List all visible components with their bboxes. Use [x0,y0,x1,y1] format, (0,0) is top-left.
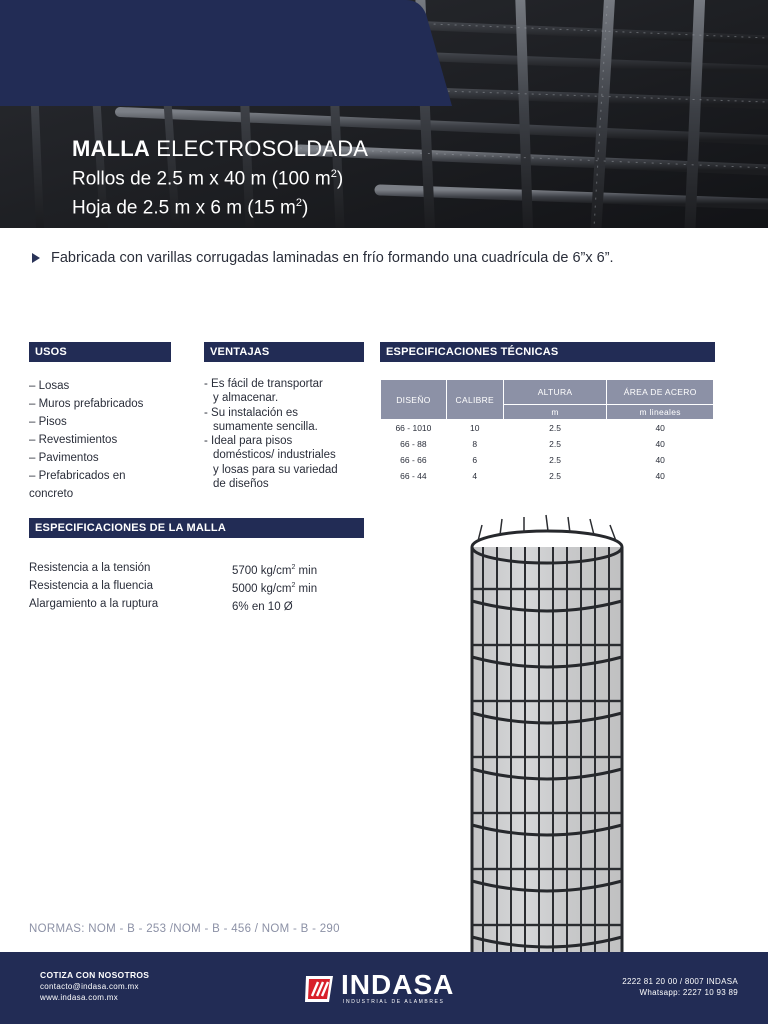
malla-spec-row [29,595,317,613]
table-cell: 40 [655,438,665,449]
table-row [381,468,714,484]
th-unit-m-lineales: m lineales [607,405,714,420]
footer-phones [622,976,738,998]
hero-banner [0,0,768,228]
ventajas-line: - Su instalación es [204,406,298,419]
hero-title-panel [0,0,452,106]
table-cell: 66 - 66 [400,454,427,465]
section-ventajas-header: VENTAJAS [204,342,364,362]
footer-contact [40,970,149,1003]
spec-label: Resistencia a la fluencia [29,580,154,592]
cta-heading: COTIZA CON NOSOTROS [40,970,150,980]
roll-size: Rollos de 2.5 m x 40 m (100 $m^2$) [72,168,344,190]
phone-number[interactable]: 2222 81 20 00 / 8007 INDASA [622,977,738,986]
ventajas-line: domésticos/ industriales [213,449,336,462]
mesh-roll-image [462,505,634,952]
whatsapp-number[interactable]: Whatsapp: 2227 10 93 89 [639,988,738,997]
table-row [381,436,714,452]
table-cell: 66 - 88 [400,438,427,449]
table-cell: 2.5 [549,438,561,449]
ventajas-line: - Ideal para pisos [204,435,293,448]
usos-item: – Losas [29,380,70,392]
th-diseno: DISEÑO [381,380,447,420]
table-cell: 40 [655,470,665,481]
section-usos-header: USOS [29,342,171,362]
th-unit-m: m [503,405,607,420]
spec-value: 6% en 10 Ø [232,600,293,613]
footer [0,952,768,1024]
spec-label: Resistencia a la tensión [29,562,151,574]
table-cell: 40 [655,454,665,465]
table-cell: 10 [470,422,480,433]
section-malla-header: ESPECIFICACIONES DE LA MALLA [29,518,364,538]
table-cell: 2.5 [549,454,561,465]
usos-item: – Pavimentos [29,452,99,464]
table-cell: 8 [472,438,478,449]
indasa-logo [303,969,455,1005]
usos-item: – Revestimientos [29,434,118,446]
product-title: MALLA ELECTROSOLDADA [72,136,369,161]
usos-item: – Muros prefabricados [29,398,144,410]
table-cell: 6 [472,454,478,465]
table-cell: 2.5 [549,470,561,481]
lead-description: Fabricada con varillas corrugadas laminadas en frío formando una cuadrícula de 6”x 6”. [32,250,614,266]
table-cell: 2.5 [549,422,561,433]
usos-list [29,377,143,503]
contact-email[interactable]: contacto@indasa.com.mx [40,982,139,991]
table-cell: 4 [472,470,478,481]
ventajas-line: sumamente sencilla. [213,420,318,433]
usos-item: concreto [29,488,74,500]
table-row [381,452,714,468]
spec-value: 5700 $kg/cm^2$ min [232,564,318,577]
ventajas-line: y almacenar. [213,392,279,405]
table-cell: 40 [655,422,665,433]
website-link[interactable]: www.indasa.com.mx [40,993,119,1002]
table-cell: 66 - 1010 [395,422,432,433]
th-altura: ALTURA [503,380,607,405]
spec-value: 5000 $kg/cm^2$ min [232,582,318,595]
malla-specs [29,559,317,613]
table-cell: 66 - 44 [400,470,427,481]
table-row [381,420,714,436]
brand-name: INDASA [341,969,455,1000]
th-area-acero: ÁREA DE ACERO [607,380,714,405]
usos-item: – Pisos [29,416,67,428]
sheet-size: Hoja de 2.5 m x 6 m (15 $m^2$) [72,197,309,219]
malla-spec-row [29,559,317,577]
th-calibre: CALIBRE [446,380,503,420]
indasa-logo-icon [303,974,335,1004]
tech-table [380,379,714,484]
section-tech-header: ESPECIFICACIONES TÉCNICAS [380,342,715,362]
spec-label: Alargamiento a la ruptura [29,598,159,610]
ventajas-line: de diseños [213,478,269,491]
ventajas-line: - Es fácil de transportar [204,378,323,390]
ventajas-line: y losas para su variedad [213,463,338,476]
ventajas-list [204,377,364,491]
bullet-triangle-icon [32,253,40,263]
normas-text: NORMAS: NOM - B - 253 /NOM - B - 456 / NOM - B - 290 [29,923,340,935]
usos-item: – Prefabricados en [29,470,126,482]
malla-spec-row [29,577,317,595]
brand-subtitle: INDUSTRIAL DE ALAMBRES [343,999,445,1005]
